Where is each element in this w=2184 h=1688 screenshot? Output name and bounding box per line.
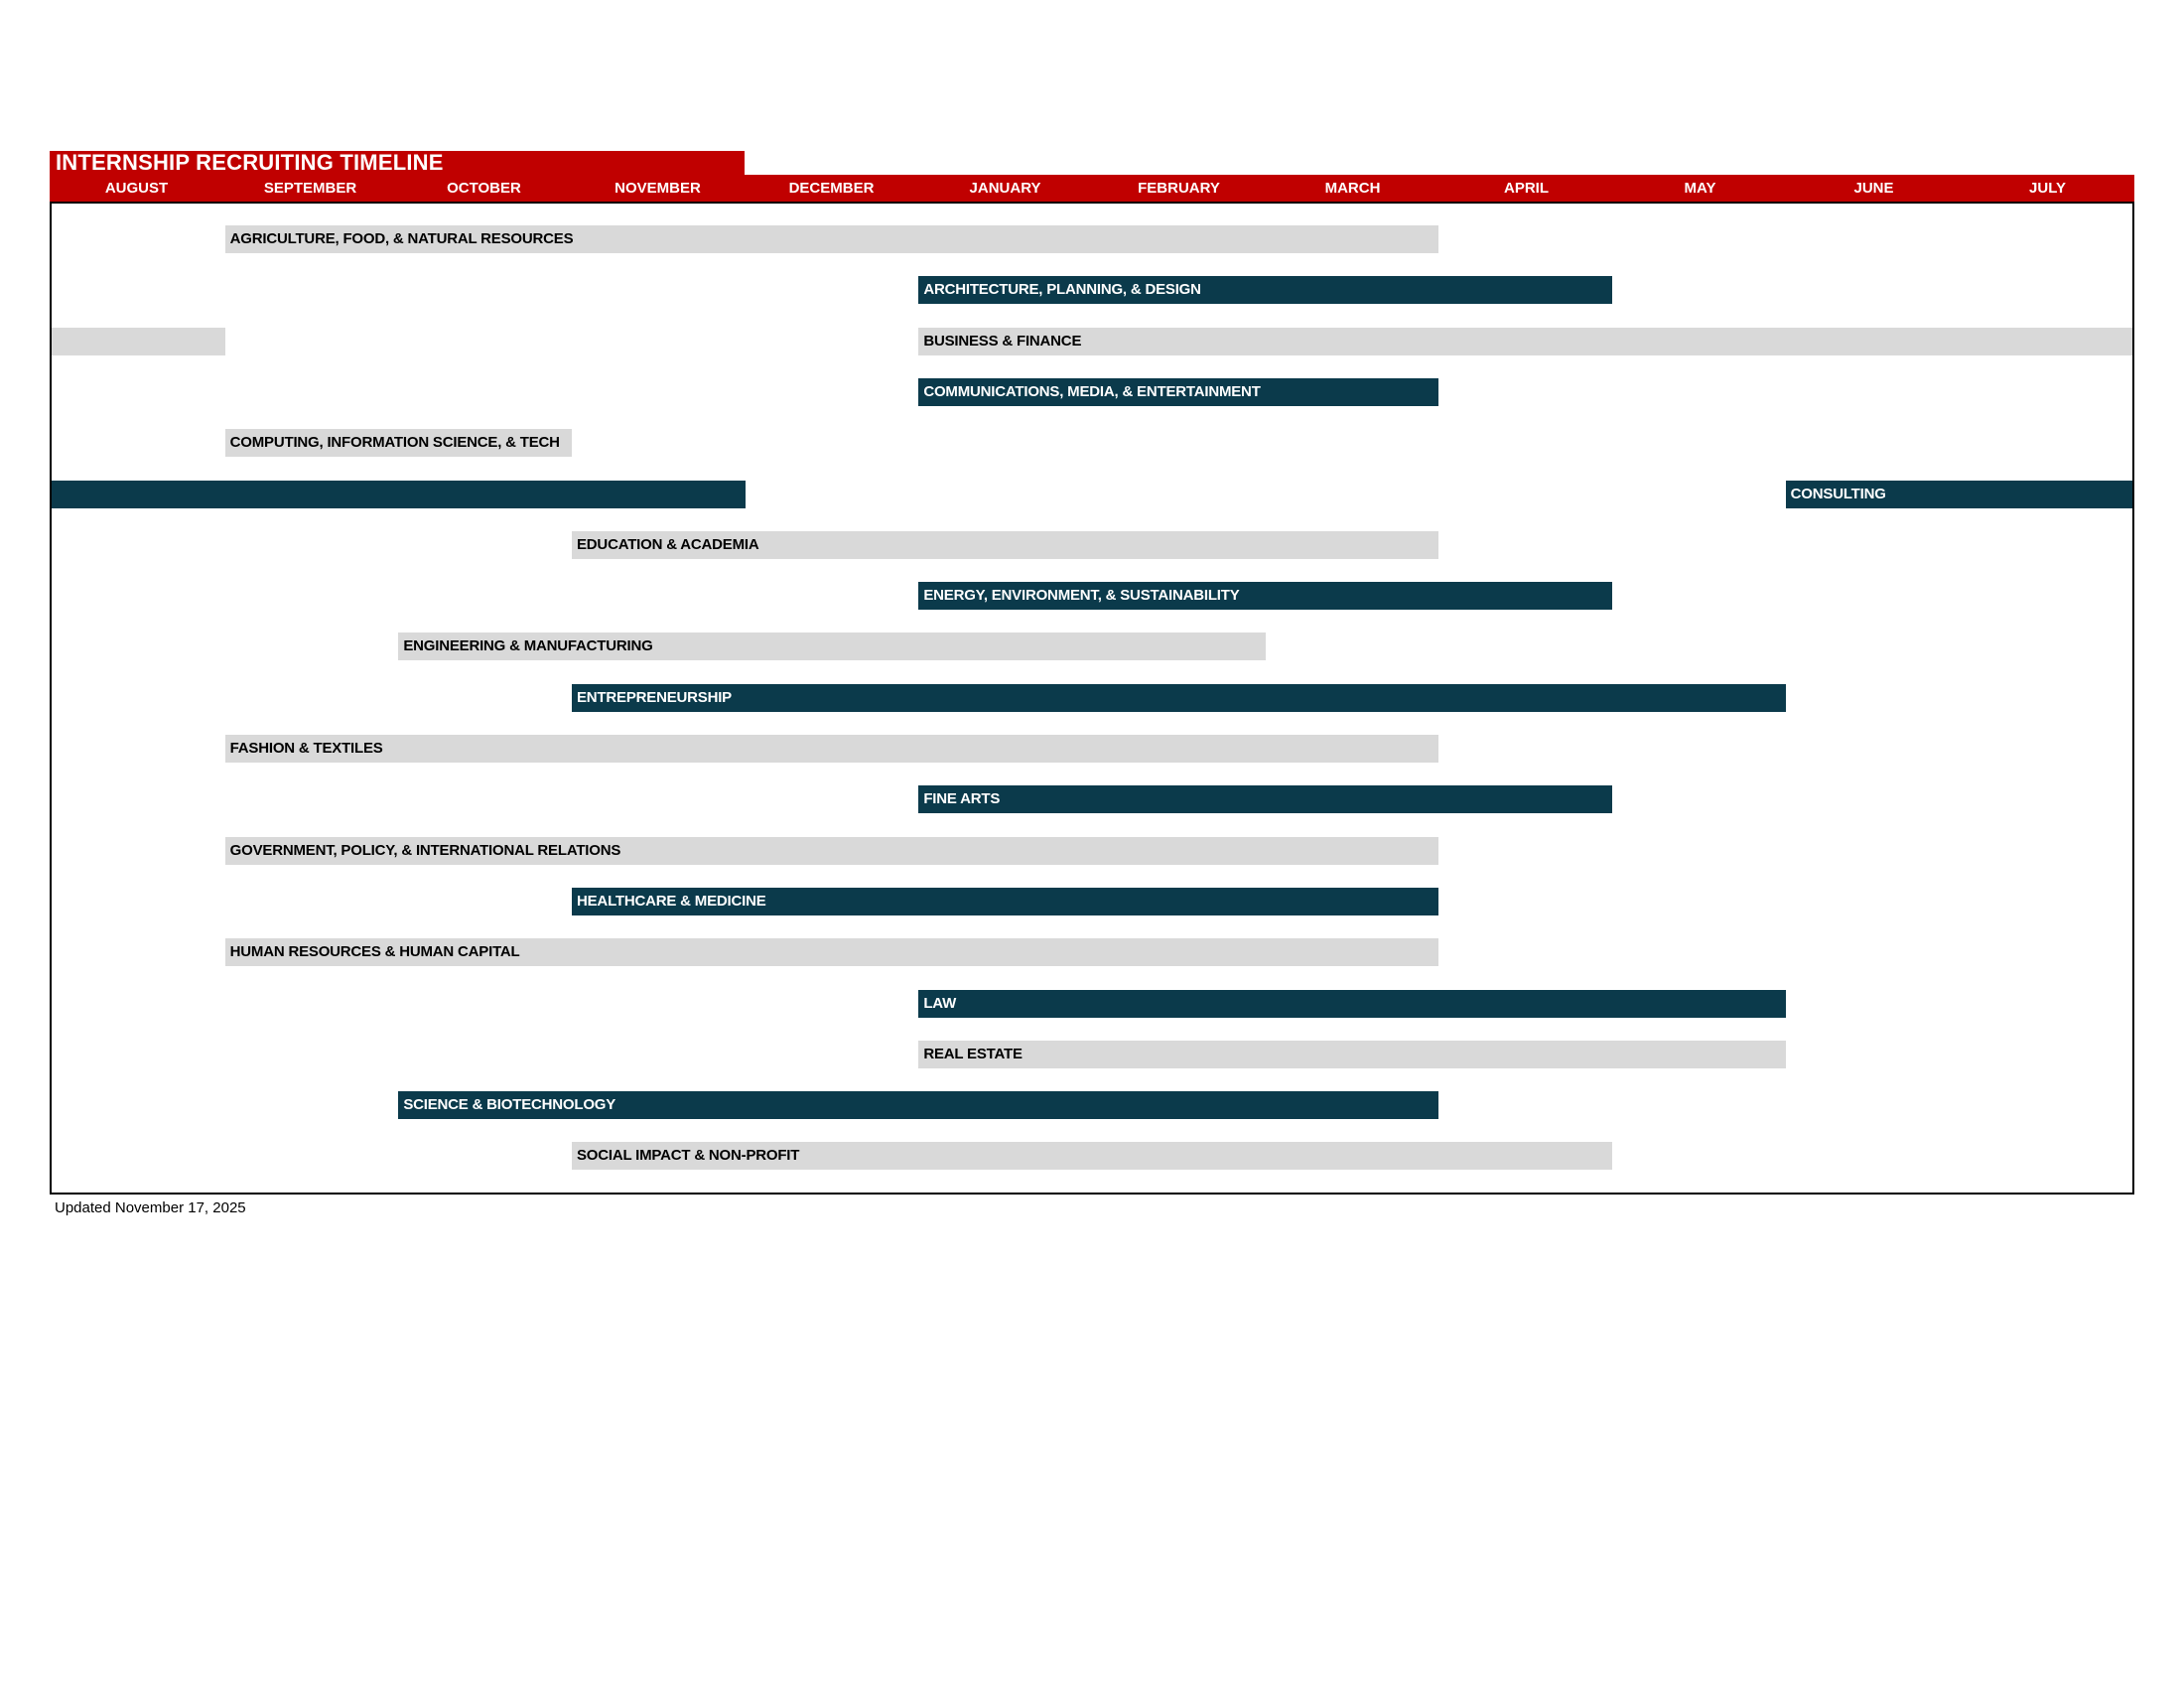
month-february: FEBRUARY xyxy=(1138,180,1220,197)
bar-label-law: LAW xyxy=(923,994,957,1012)
bar-label-architecture-planning-design: ARCHITECTURE, PLANNING, & DESIGN xyxy=(923,281,1201,299)
month-january: JANUARY xyxy=(969,180,1041,197)
timeline-chart xyxy=(50,202,2134,1195)
bar-label-entrepreneurship: ENTREPRENEURSHIP xyxy=(577,688,732,706)
month-april: APRIL xyxy=(1504,180,1549,197)
month-may: MAY xyxy=(1684,180,1716,197)
bar-label-energy-environment-sustainability: ENERGY, ENVIRONMENT, & SUSTAINABILITY xyxy=(923,587,1240,605)
bar-label-engineering-manufacturing: ENGINEERING & MANUFACTURING xyxy=(403,637,653,655)
month-header-row xyxy=(50,175,2134,202)
timeline-bar-consulting xyxy=(52,481,746,508)
bar-label-real-estate: REAL ESTATE xyxy=(923,1045,1023,1062)
timeline-bar-real-estate xyxy=(918,1041,1785,1068)
updated-date: Updated November 17, 2025 xyxy=(55,1199,246,1216)
timeline-bar-business-finance xyxy=(918,328,2132,355)
bar-label-education-academia: EDUCATION & ACADEMIA xyxy=(577,535,759,553)
bar-label-agriculture-food-natural-resources: AGRICULTURE, FOOD, & NATURAL RESOURCES xyxy=(229,230,574,247)
bar-label-fashion-textiles: FASHION & TEXTILES xyxy=(229,740,383,757)
month-july: JULY xyxy=(2029,180,2066,197)
month-november: NOVEMBER xyxy=(614,180,701,197)
bar-label-computing-information-science-tech: COMPUTING, INFORMATION SCIENCE, & TECH xyxy=(229,434,560,452)
timeline-bar-law xyxy=(918,990,1785,1018)
month-october: OCTOBER xyxy=(447,180,521,197)
bar-label-government-policy-international-relations: GOVERNMENT, POLICY, & INTERNATIONAL RELATIONS xyxy=(229,841,621,859)
bar-label-communications-media-entertainment: COMMUNICATIONS, MEDIA, & ENTERTAINMENT xyxy=(923,382,1261,400)
timeline-bar-business-finance xyxy=(52,328,225,355)
month-march: MARCH xyxy=(1324,180,1381,197)
month-august: AUGUST xyxy=(104,180,169,197)
bar-label-business-finance: BUSINESS & FINANCE xyxy=(923,332,1082,350)
bar-label-science-biotechnology: SCIENCE & BIOTECHNOLOGY xyxy=(403,1096,616,1114)
page-title: INTERNSHIP RECRUITING TIMELINE xyxy=(50,151,745,175)
bar-label-human-resources-human-capital: HUMAN RESOURCES & HUMAN CAPITAL xyxy=(229,943,520,961)
timeline-bar-fine-arts xyxy=(918,785,1612,813)
bar-label-healthcare-medicine: HEALTHCARE & MEDICINE xyxy=(577,892,766,910)
timeline-bar-fashion-textiles xyxy=(225,735,1439,763)
month-september: SEPTEMBER xyxy=(263,180,357,197)
month-december: DECEMBER xyxy=(788,180,875,197)
bar-label-fine-arts: FINE ARTS xyxy=(923,790,1001,808)
timeline-bar-entrepreneurship xyxy=(572,684,1786,712)
bar-label-consulting: CONSULTING xyxy=(1790,485,1886,502)
month-june: JUNE xyxy=(1853,180,1894,197)
bar-label-social-impact-non-profit: SOCIAL IMPACT & NON-PROFIT xyxy=(577,1147,800,1165)
